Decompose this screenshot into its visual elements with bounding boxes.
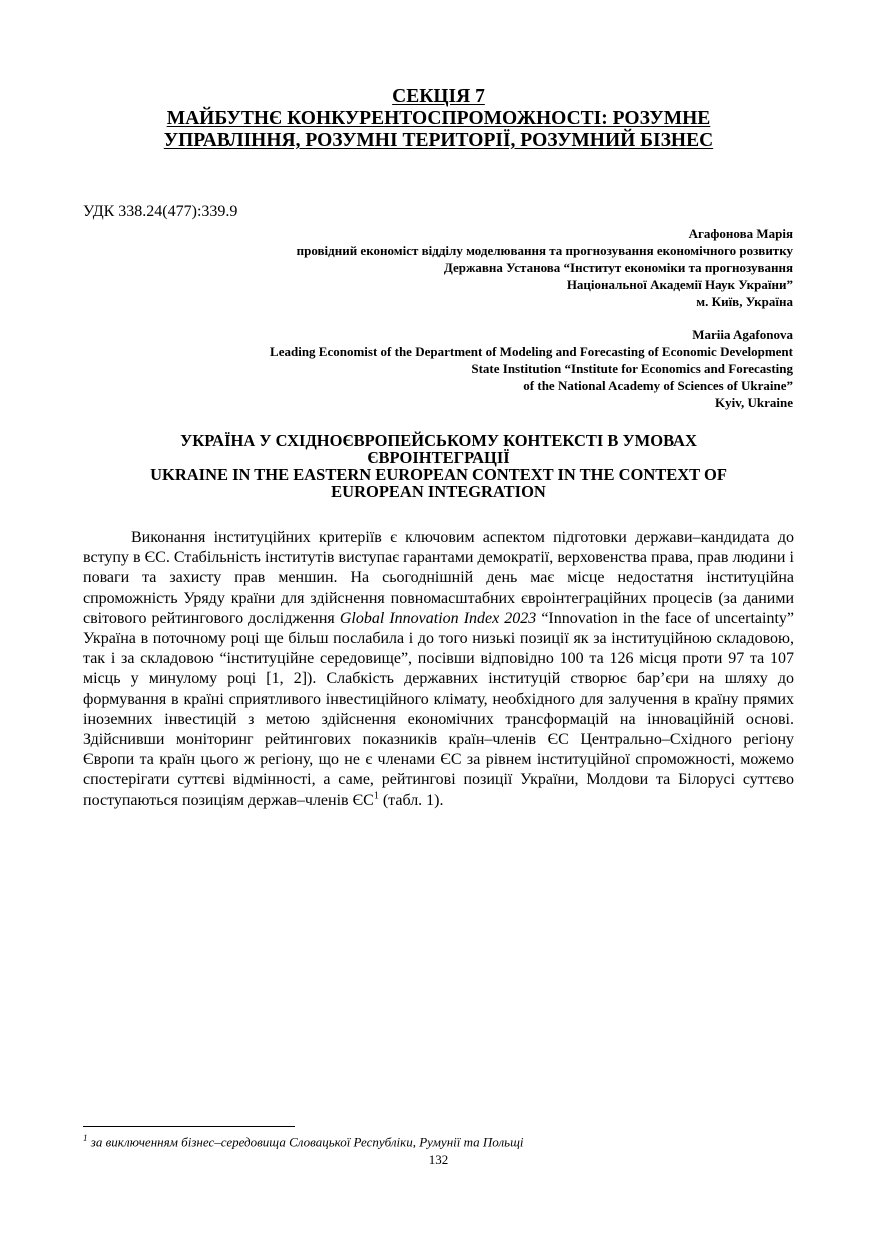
author-en <box>270 326 793 411</box>
author-name-en: Mariia Agafonova <box>692 327 793 342</box>
section-title-line-2: УПРАВЛІННЯ, РОЗУМНІ ТЕРИТОРІЇ, РОЗУМНИЙ БІЗНЕС <box>163 130 714 151</box>
body-paragraph <box>83 528 794 811</box>
affiliation-en-line: of the National Academy of Sciences of Ukraine” <box>523 378 793 393</box>
author-ua <box>270 225 793 310</box>
udc-code: УДК 338.24(477):339.9 <box>83 203 238 220</box>
body-italic-title: Global Innovation Index 2023 <box>339 609 537 627</box>
title-en-line-1: UKRAINE IN THE EASTERN EUROPEAN CONTEXT IN THE CONTEXT OF <box>150 465 727 484</box>
body-text-part-2: “Innovation in the face of uncertainty” Україна в поточному році ще більш послабила і до того низькі позиції як за інституційною складовою, так і за складовою “інституційне середовище”, посівши відповідно 100 та 126 місця проти 97 та 107 місць у минулому році [1, 2]). Слабкість державних інституцій створює бар’єри на шляху до формування в країні сприятливого інвестиційного клімату, необхідного для залучення в країну прямих іноземних інвестицій з метою здійснення економічних трансформацій на інноваційній основі. Здійснивши моніторинг рейтингових показників країн–членів ЄС Центрально–Східного регіону Європи та країн цього ж регіону, що не є членами ЄС за рівнем інституційної спроможності, можемо спостерігати суттєві відмінності, а саме, рейтингові позиції України, Молдови та Білорусі суттєво поступаються позиціям держав–членів ЄС <box>83 609 794 809</box>
section-heading <box>80 86 797 152</box>
footnote-ref[interactable]: 1 <box>373 790 379 802</box>
article-title <box>80 432 797 500</box>
footnote-text: за виключенням бізнес–середовища Словацької Республіки, Румунії та Польщі <box>87 1134 524 1150</box>
affiliation-ua-line: Національної Академії Наук України” <box>566 277 793 292</box>
affiliation-en-line: Kyiv, Ukraine <box>714 395 793 410</box>
body-text-part-3: (табл. 1). <box>378 791 444 809</box>
affiliation-ua-line: м. Київ, Україна <box>696 294 793 309</box>
title-ua-line-2: ЄВРОІНТЕГРАЦІЇ <box>367 448 510 467</box>
title-en-line-2: EUROPEAN INTEGRATION <box>331 482 546 501</box>
page-number: 132 <box>428 1152 449 1167</box>
author-block <box>270 225 793 411</box>
footnote-divider <box>83 1126 295 1127</box>
footnote-mark: 1 <box>83 1133 88 1143</box>
section-title-line-1: МАЙБУТНЄ КОНКУРЕНТОСПРОМОЖНОСТІ: РОЗУМНЕ <box>166 108 711 129</box>
paragraph <box>83 528 794 811</box>
section-number: СЕКЦІЯ 7 <box>392 86 485 107</box>
body-text-part-1: Виконання інституційних критеріїв є ключовим аспектом підготовки держави–кандидата до вступу в ЄС. Стабільність інститутів виступає гарантами демократії, верховенства права, прав людини і поваги та захисту прав меншин. На сьогоднішній день має місце недостатня інституційна спроможність Уряду країни для здійснення повномасштабних євроінтеграційних процесів (за даними світового рейтингового дослідження <box>83 529 794 627</box>
author-name-ua: Агафонова Марія <box>688 226 793 241</box>
affiliation-ua-line: провідний економіст відділу моделювання та прогнозування економічного розвитку <box>296 243 793 258</box>
affiliation-ua-line: Державна Установа “Інститут економіки та прогнозування <box>443 260 793 275</box>
affiliation-en-line: Leading Economist of the Department of Modeling and Forecasting of Economic Development <box>270 344 793 359</box>
affiliation-en-line: State Institution “Institute for Economics and Forecasting <box>471 361 793 376</box>
title-ua-line-1: УКРАЇНА У СХІДНОЄВРОПЕЙСЬКОМУ КОНТЕКСТІ В УМОВАХ <box>180 431 697 450</box>
footnote <box>83 1133 524 1150</box>
